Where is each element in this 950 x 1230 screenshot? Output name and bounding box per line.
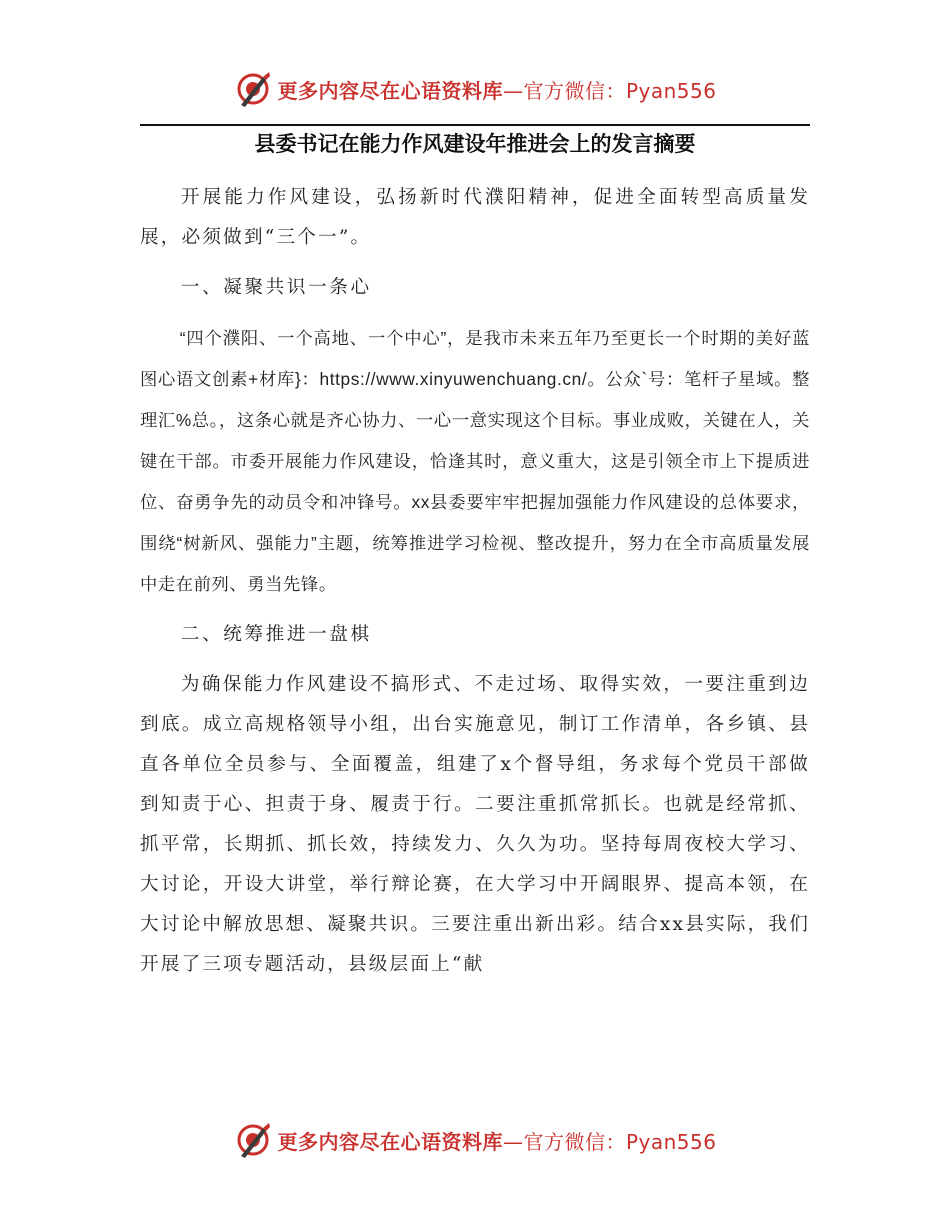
paragraph-intro: 开展能力作风建设，弘扬新时代濮阳精神，促进全面转型高质量发展，必须做到“三个一”。 [140, 187, 810, 248]
banner-text [277, 1126, 716, 1155]
document-body [140, 178, 810, 985]
banner-lead: 更多内容尽在心语资料库 [277, 78, 503, 103]
paragraph-section-1: “四个濮阳、一个高地、一个中心”，是我市未来五年乃至更长一个时期的美好蓝图心语文创素+材库}：https://www.xinyuwenchuang.cn/。公众`号：笔杆子星域。整理汇%总。，这条心就是齐心协力、一心一意实现这个目标。事业成败，关键在人，关键在干部。市委开展能力作风建设，恰逢其时，意义重大，这是引领全市上下提质进位、奋勇争先的动员令和冲锋号。xx县委要牢牢把握加强能力作风建设的总体要求，围绕“树新风、强能力”主题，统筹推进学习检视、整改提升，努力在全市高质量发展中走在前列、勇当先锋。 [140, 328, 810, 594]
section-heading-2: 二、统筹推进一盘棋 [180, 624, 372, 645]
banner-wechat: —官方微信：Pyan556 [502, 78, 717, 103]
pen-logo-icon [233, 1120, 273, 1160]
banner-text [277, 75, 716, 104]
banner-lead: 更多内容尽在心语资料库 [277, 1129, 503, 1154]
banner-wechat: —官方微信：Pyan556 [502, 1129, 717, 1154]
section-heading-1: 一、凝聚共识一条心 [180, 277, 372, 298]
pen-logo-icon [233, 69, 273, 109]
page-title: 县委书记在能力作风建设年推进会上的发言摘要 [254, 132, 696, 156]
header-banner [0, 64, 950, 114]
paragraph-section-2: 为确保能力作风建设不搞形式、不走过场、取得实效，一要注重到边到底。成立高规格领导小组，出台实施意见，制订工作清单，各乡镇、县直各单位全员参与、全面覆盖，组建了x个督导组，务求每个党员干部做到知责于心、担责于身、履责于行。二要注重抓常抓长。也就是经常抓、抓平常，长期抓、抓长效，持续发力、久久为功。坚持每周夜校大学习、大讨论，开设大讲堂，举行辩论赛，在大学习中开阔眼界、提高本领，在大讨论中解放思想、凝聚共识。三要注重出新出彩。结合xx县实际，我们开展了三项专题活动，县级层面上“献 [140, 674, 810, 975]
footer-banner [0, 1115, 950, 1165]
